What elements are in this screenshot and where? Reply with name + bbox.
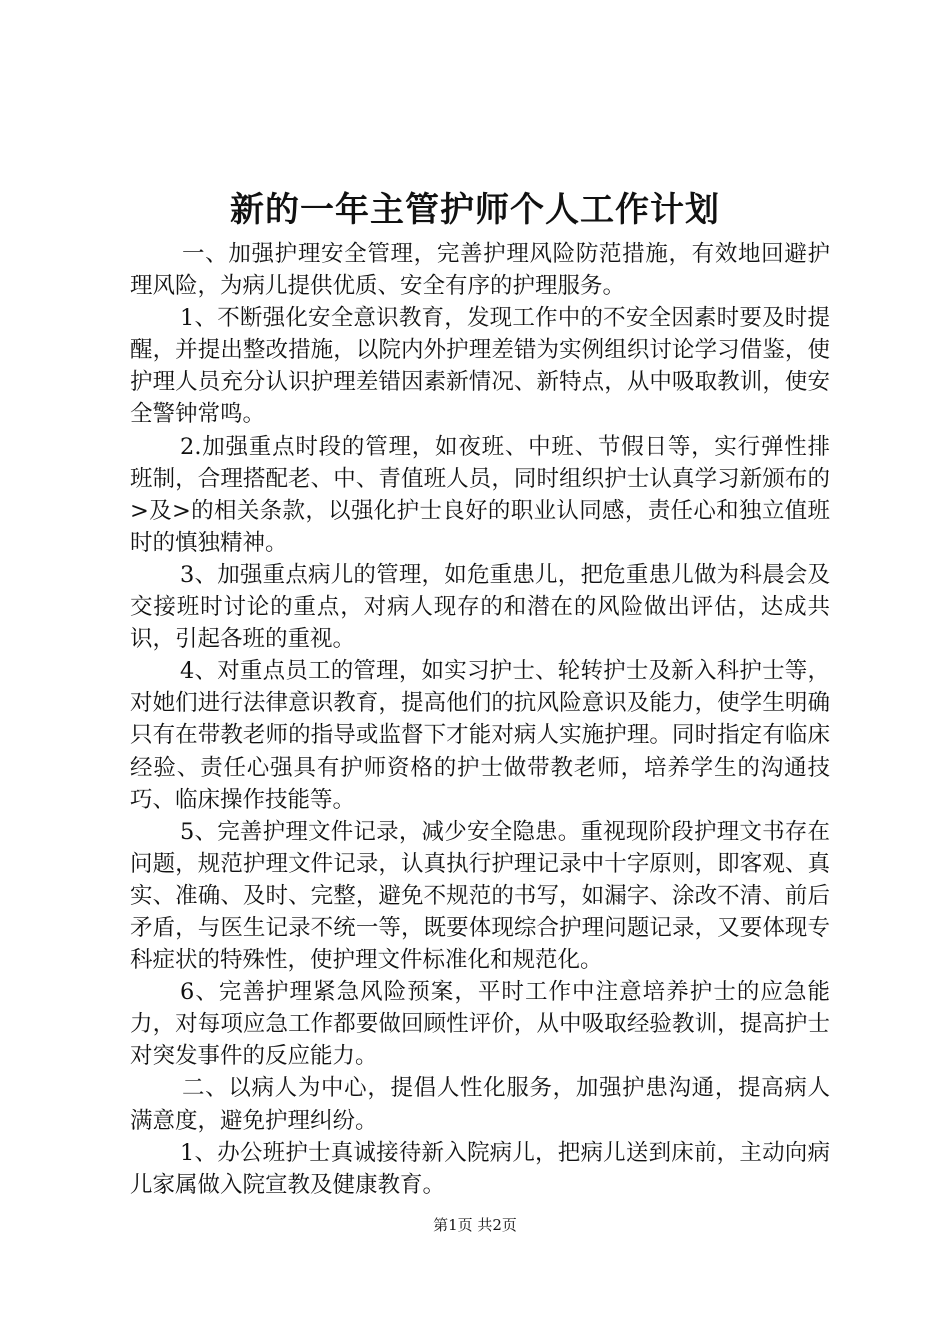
- paragraph-item-3: 3、加强重点病儿的管理，如危重患儿，把危重患儿做为科晨会及交接班时讨论的重点，对病人现存的和潜在的风险做出评估，达成共识，引起各班的重视。: [130, 561, 830, 653]
- section-heading-2: 二、以病人为中心，提倡人性化服务，加强护患沟通，提高病人满意度，避免护理纠纷。: [130, 1075, 830, 1134]
- paragraph-item-6: 6、完善护理紧急风险预案，平时工作中注意培养护士的应急能力，对每项应急工作都要做回顾性评价，从中吸取经验教训，提高护士对突发事件的反应能力。: [130, 979, 830, 1070]
- document-title: 新的一年主管护师个人工作计划: [230, 190, 720, 230]
- section-heading-1: 一、加强护理安全管理，完善护理风险防范措施，有效地回避护理风险，为病儿提供优质、安全有序的护理服务。: [130, 241, 830, 300]
- page-footer: 第1页 共2页: [433, 1216, 517, 1234]
- paragraph-item-4: 4、对重点员工的管理，如实习护士、轮转护士及新入科护士等，对她们进行法律意识教育，提高他们的抗风险意识及能力，使学生明确只有在带教老师的指导或监督下才能对病人实施护理。同时指定有临床经验、责任心强具有护师资格的护士做带教老师，培养学生的沟通技巧、临床操作技能等。: [130, 658, 830, 813]
- paragraph-item-7: 1、办公班护士真诚接待新入院病儿，把病儿送到床前，主动向病儿家属做入院宣教及健康教育。: [130, 1139, 830, 1198]
- paragraph-item-1: 1、不断强化安全意识教育，发现工作中的不安全因素时要及时提醒，并提出整改措施，以院内外护理差错为实例组织讨论学习借鉴，使护理人员充分认识护理差错因素新情况、新特点，从中吸取教训，使安全警钟常鸣。: [130, 305, 830, 428]
- paragraph-item-5: 5、完善护理文件记录，减少安全隐患。重视现阶段护理文书存在问题，规范护理文件记录，认真执行护理记录中十字原则，即客观、真实、准确、及时、完整，避免不规范的书写，如漏字、涂改不清、前后矛盾，与医生记录不统一等，既要体现综合护理问题记录，又要体现专科症状的特殊性，使护理文件标准化和规范化。: [130, 818, 830, 974]
- paragraph-item-2: 2.加强重点时段的管理，如夜班、中班、节假日等，实行弹性排班制，合理搭配老、中、青值班人员，同时组织护士认真学习新颁布的>及>的相关条款，以强化护士良好的职业认同感，责任心和独立值班时的慎独精神。: [130, 433, 830, 556]
- document-body: [130, 238, 830, 1201]
